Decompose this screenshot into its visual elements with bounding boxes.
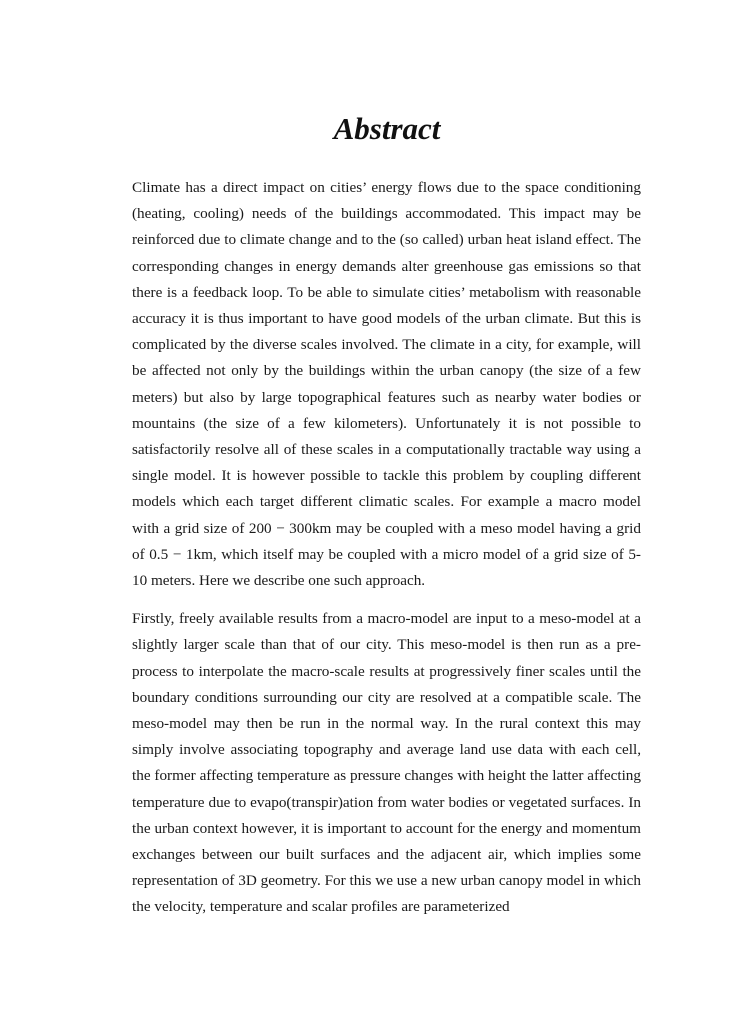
abstract-title: Abstract (333, 111, 441, 146)
abstract-paragraph-1: Climate has a direct impact on cities’ energy flows due to the space conditioning (heating, cooling) needs of the buildings accommodated. This impact may be reinforced due to climate change and to the (so called) urban heat island effect. The corresponding changes in energy demands alter greenhouse gas emissions so that there is a feedback loop. To be able to simulate cities’ metabolism with reasonable accuracy it is thus important to have good models of the urban climate. But this is complicated by the diverse scales involved. The climate in a city, for example, will be affected not only by the buildings within the urban canopy (the size of a few meters) but also by large topographical features such as nearby water bodies or mountains (the size of a few kilometers). Unfortunately it is not possible to satisfactorily resolve all of these scales in a computationally tractable way using a single model. It is however possible to tackle this problem by coupling different models which each target different climatic scales. For example a macro model with a grid size of 200 − 300km may be coupled with a meso model having a grid of 0.5 − 1km, which itself may be coupled with a micro model of a grid size of 5-10 meters. Here we describe one such approach. (132, 179, 641, 590)
abstract-paragraph-2: Firstly, freely available results from a macro-model are input to a meso-model at a slightly larger scale than that of our city. This meso-model is then run as a pre-process to interpolate the macro-scale results at progressively finer scales until the boundary conditions surrounding our city are resolved at a compatible scale. The meso-model may then be run in the normal way. In the rural context this may simply involve associating topography and average land use data with each cell, the former affecting temperature as pressure changes with height the latter affecting temperature due to evapo(transpir)ation from water bodies or vegetated surfaces. In the urban context however, it is important to account for the energy and momentum exchanges between our built surfaces and the adjacent air, which implies some representation of 3D geometry. For this we use a new urban canopy model in which the velocity, temperature and scalar profiles are parameterized (132, 610, 641, 916)
abstract-body (132, 175, 641, 921)
